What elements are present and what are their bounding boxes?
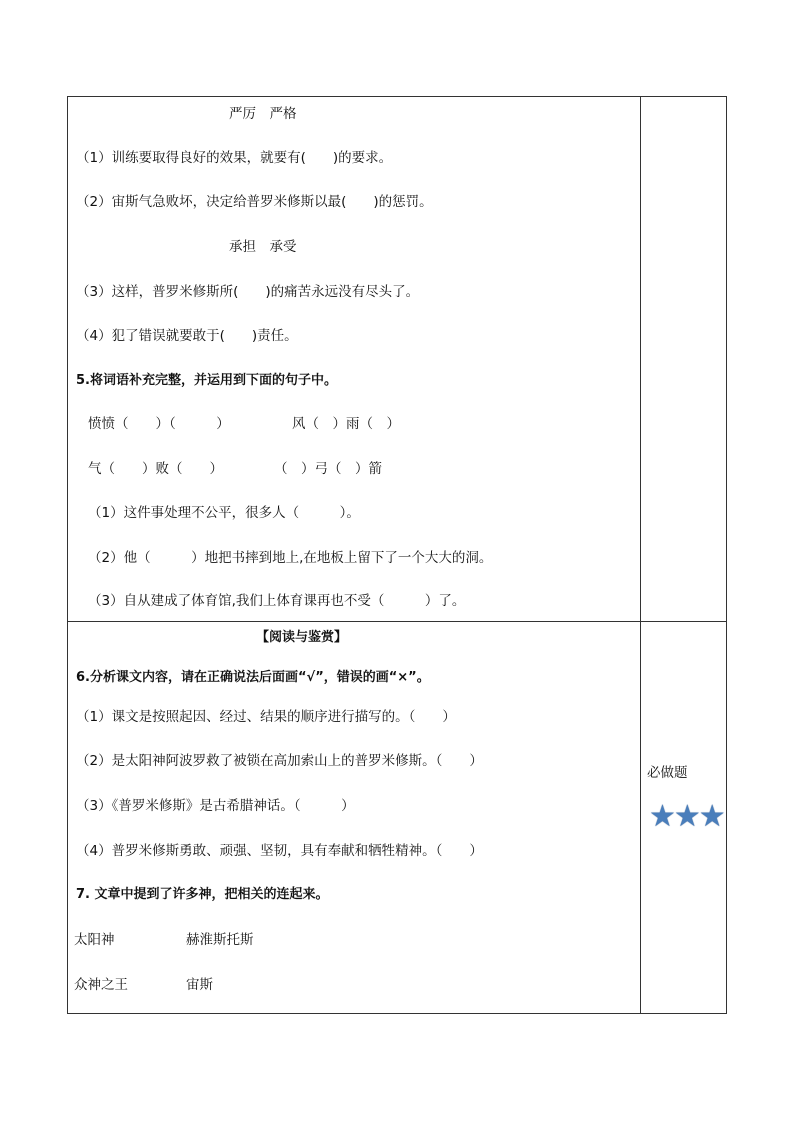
question-4: （4）犯了错误就要敢于( )责任。 [76, 328, 298, 344]
column-divider [640, 96, 641, 1014]
section-title: 【阅读与鉴赏】 [256, 630, 348, 645]
match-2-left: 众神之王 [74, 977, 128, 993]
stars-text: ★★★ [649, 799, 724, 834]
required-label: 必做题 [647, 765, 688, 781]
match-1-right: 赫淮斯托斯 [186, 932, 254, 948]
judgement-3: （3）《普罗米修斯》是古希腊神话。（ ） [76, 798, 355, 814]
question-2: （2）宙斯气急败坏，决定给普罗米修斯以最( )的惩罚。 [76, 194, 433, 210]
judgement-1: （1）课文是按照起因、经过、结果的顺序进行描写的。（ ） [76, 709, 456, 725]
word-fill-2: 风（ ）雨（ ） [292, 416, 400, 432]
judgement-2: （2）是太阳神阿波罗救了被锁在高加索山上的普罗米修斯。（ ） [76, 753, 483, 769]
sentence-5-3: （3）自从建成了体育馆,我们上体育课再也不受（ ）了。 [88, 593, 466, 609]
heading-5: 5.将词语补充完整，并运用到下面的句子中。 [76, 373, 337, 388]
heading-6: 6.分析课文内容，请在正确说法后面画“√”，错误的画“×”。 [76, 670, 430, 685]
word-fill-1: 愤愤（ ）（ ） [88, 416, 230, 432]
match-2-right: 宙斯 [186, 977, 213, 993]
word-fill-3: 气（ ）败（ ） [88, 461, 223, 477]
sentence-5-1: （1）这件事处理不公平，很多人（ ）。 [88, 505, 360, 521]
question-3: （3）这样，普罗米修斯所( )的痛苦永远没有尽头了。 [76, 284, 420, 300]
sentence-5-2: （2）他（ ）地把书摔到地上,在地板上留下了一个大大的洞。 [88, 550, 493, 566]
word-pair-2: 承担 承受 [229, 239, 297, 255]
word-fill-4: （ ）弓（ ）箭 [274, 461, 382, 477]
judgement-4: （4）普罗米修斯勇敢、顽强、坚韧，具有奉献和牺牲精神。（ ） [76, 843, 483, 859]
heading-7: 7. 文章中提到了许多神，把相关的连起来。 [76, 887, 329, 902]
difficulty-stars-icon [649, 799, 724, 834]
match-1-left: 太阳神 [74, 932, 115, 948]
question-1: （1）训练要取得良好的效果，就要有( )的要求。 [76, 150, 393, 166]
row-divider [67, 621, 727, 622]
word-pair-1: 严厉 严格 [229, 106, 297, 122]
